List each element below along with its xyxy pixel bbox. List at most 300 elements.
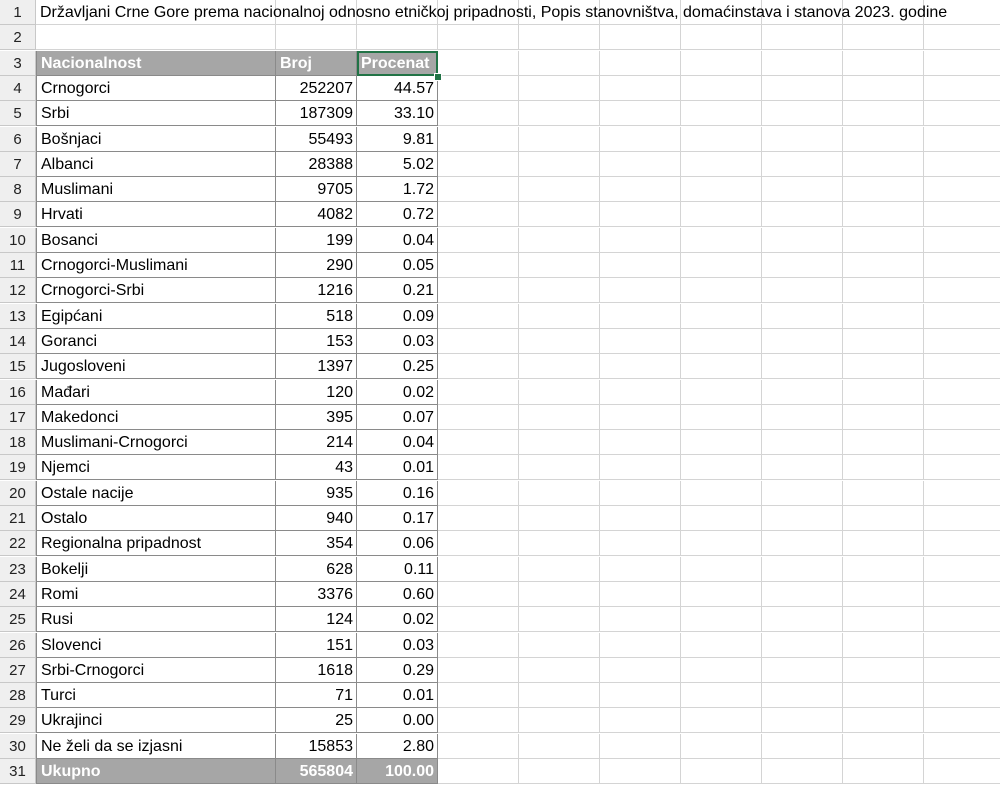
empty-cell[interactable] <box>600 152 681 177</box>
empty-cell[interactable] <box>681 253 762 278</box>
empty-cell[interactable] <box>519 127 600 152</box>
empty-cell[interactable] <box>600 354 681 379</box>
empty-cell[interactable] <box>843 633 924 658</box>
empty-cell[interactable] <box>843 759 924 784</box>
row-number[interactable]: 12 <box>0 278 36 303</box>
empty-cell[interactable] <box>600 51 681 76</box>
nationality-cell[interactable]: Ostalo <box>36 506 276 531</box>
empty-cell[interactable] <box>519 228 600 253</box>
fill-handle[interactable] <box>434 73 442 81</box>
percent-cell[interactable]: 0.03 <box>357 633 438 658</box>
percent-cell[interactable]: 0.60 <box>357 582 438 607</box>
percent-cell[interactable]: 33.10 <box>357 101 438 126</box>
empty-cell[interactable] <box>600 506 681 531</box>
empty-cell[interactable] <box>843 202 924 227</box>
empty-cell[interactable] <box>681 405 762 430</box>
row-number[interactable]: 27 <box>0 658 36 683</box>
empty-cell[interactable] <box>924 354 1000 379</box>
empty-cell[interactable] <box>762 278 843 303</box>
empty-cell[interactable] <box>519 354 600 379</box>
empty-cell[interactable] <box>681 557 762 582</box>
header-cell-broj[interactable]: Broj <box>276 51 357 76</box>
percent-cell[interactable]: 0.29 <box>357 658 438 683</box>
empty-cell[interactable] <box>924 25 1000 50</box>
empty-cell[interactable] <box>600 127 681 152</box>
empty-cell[interactable] <box>600 25 681 50</box>
empty-cell[interactable] <box>681 354 762 379</box>
row-number[interactable]: 2 <box>0 25 36 50</box>
nationality-cell[interactable]: Bošnjaci <box>36 127 276 152</box>
count-cell[interactable]: 354 <box>276 531 357 556</box>
nationality-cell[interactable]: Njemci <box>36 455 276 480</box>
empty-cell[interactable] <box>924 708 1000 733</box>
count-cell[interactable]: 290 <box>276 253 357 278</box>
empty-cell[interactable] <box>924 177 1000 202</box>
row-number[interactable]: 8 <box>0 177 36 202</box>
empty-cell[interactable] <box>924 683 1000 708</box>
empty-cell[interactable] <box>600 633 681 658</box>
empty-cell[interactable] <box>438 658 519 683</box>
empty-cell[interactable] <box>762 76 843 101</box>
empty-cell[interactable] <box>438 759 519 784</box>
empty-cell[interactable] <box>762 304 843 329</box>
empty-cell[interactable] <box>681 633 762 658</box>
total-count-cell[interactable]: 565804 <box>276 759 357 784</box>
empty-cell[interactable] <box>681 734 762 759</box>
empty-cell[interactable] <box>600 101 681 126</box>
percent-cell[interactable]: 0.07 <box>357 405 438 430</box>
count-cell[interactable]: 153 <box>276 329 357 354</box>
empty-cell[interactable] <box>843 683 924 708</box>
empty-cell[interactable] <box>843 177 924 202</box>
empty-cell[interactable] <box>843 25 924 50</box>
nationality-cell[interactable]: Crnogorci-Muslimani <box>36 253 276 278</box>
nationality-cell[interactable]: Ostale nacije <box>36 481 276 506</box>
nationality-cell[interactable]: Jugosloveni <box>36 354 276 379</box>
empty-cell[interactable] <box>600 734 681 759</box>
empty-cell[interactable] <box>438 380 519 405</box>
row-number[interactable]: 21 <box>0 506 36 531</box>
count-cell[interactable]: 1618 <box>276 658 357 683</box>
empty-cell[interactable] <box>762 658 843 683</box>
percent-cell[interactable]: 0.02 <box>357 607 438 632</box>
nationality-cell[interactable]: Regionalna pripadnost <box>36 531 276 556</box>
empty-cell[interactable] <box>762 734 843 759</box>
empty-cell[interactable] <box>924 228 1000 253</box>
empty-cell[interactable] <box>438 228 519 253</box>
row-number[interactable]: 31 <box>0 759 36 784</box>
row-number[interactable]: 16 <box>0 380 36 405</box>
empty-cell[interactable] <box>924 633 1000 658</box>
sheet-title-cell[interactable]: Državljani Crne Gore prema nacionalnoj odnosno etničkoj pripadnosti, Popis stanovništva, domaćinstava i stanova 2023. godine <box>40 4 948 21</box>
empty-cell[interactable] <box>519 177 600 202</box>
count-cell[interactable]: 55493 <box>276 127 357 152</box>
empty-cell[interactable] <box>762 405 843 430</box>
percent-cell[interactable]: 0.05 <box>357 253 438 278</box>
row-number[interactable]: 26 <box>0 633 36 658</box>
empty-cell[interactable] <box>438 278 519 303</box>
count-cell[interactable]: 214 <box>276 430 357 455</box>
empty-cell[interactable] <box>843 405 924 430</box>
empty-cell[interactable] <box>681 278 762 303</box>
empty-cell[interactable] <box>762 202 843 227</box>
empty-cell[interactable] <box>843 582 924 607</box>
empty-cell[interactable] <box>924 329 1000 354</box>
empty-cell[interactable] <box>36 25 276 50</box>
percent-cell[interactable]: 0.01 <box>357 683 438 708</box>
row-number[interactable]: 17 <box>0 405 36 430</box>
empty-cell[interactable] <box>519 683 600 708</box>
empty-cell[interactable] <box>843 228 924 253</box>
nationality-cell[interactable]: Srbi-Crnogorci <box>36 658 276 683</box>
empty-cell[interactable] <box>762 481 843 506</box>
percent-cell[interactable]: 0.04 <box>357 430 438 455</box>
percent-cell[interactable]: 2.80 <box>357 734 438 759</box>
empty-cell[interactable] <box>600 228 681 253</box>
empty-cell[interactable] <box>924 101 1000 126</box>
empty-cell[interactable] <box>600 253 681 278</box>
empty-cell[interactable] <box>438 607 519 632</box>
empty-cell[interactable] <box>519 759 600 784</box>
empty-cell[interactable] <box>357 25 438 50</box>
empty-cell[interactable] <box>762 430 843 455</box>
percent-cell[interactable]: 0.02 <box>357 380 438 405</box>
nationality-cell[interactable]: Hrvati <box>36 202 276 227</box>
empty-cell[interactable] <box>600 76 681 101</box>
empty-cell[interactable] <box>924 607 1000 632</box>
nationality-cell[interactable]: Srbi <box>36 101 276 126</box>
header-cell-nacionalnost[interactable]: Nacionalnost <box>36 51 276 76</box>
empty-cell[interactable] <box>438 202 519 227</box>
empty-cell[interactable] <box>843 253 924 278</box>
empty-cell[interactable] <box>843 380 924 405</box>
empty-cell[interactable] <box>843 455 924 480</box>
empty-cell[interactable] <box>519 506 600 531</box>
percent-cell[interactable]: 0.17 <box>357 506 438 531</box>
nationality-cell[interactable]: Muslimani <box>36 177 276 202</box>
count-cell[interactable]: 3376 <box>276 582 357 607</box>
empty-cell[interactable] <box>600 278 681 303</box>
empty-cell[interactable] <box>762 607 843 632</box>
empty-cell[interactable] <box>438 557 519 582</box>
percent-cell[interactable]: 0.00 <box>357 708 438 733</box>
empty-cell[interactable] <box>924 455 1000 480</box>
empty-cell[interactable] <box>681 683 762 708</box>
row-number[interactable]: 25 <box>0 607 36 632</box>
empty-cell[interactable] <box>681 76 762 101</box>
empty-cell[interactable] <box>600 380 681 405</box>
empty-cell[interactable] <box>519 278 600 303</box>
count-cell[interactable]: 518 <box>276 304 357 329</box>
empty-cell[interactable] <box>600 607 681 632</box>
nationality-cell[interactable]: Turci <box>36 683 276 708</box>
empty-cell[interactable] <box>681 506 762 531</box>
empty-cell[interactable] <box>519 607 600 632</box>
empty-cell[interactable] <box>843 481 924 506</box>
row-number[interactable]: 22 <box>0 531 36 556</box>
empty-cell[interactable] <box>600 329 681 354</box>
empty-cell[interactable] <box>438 405 519 430</box>
empty-cell[interactable] <box>843 329 924 354</box>
empty-cell[interactable] <box>519 76 600 101</box>
empty-cell[interactable] <box>438 304 519 329</box>
empty-cell[interactable] <box>843 152 924 177</box>
row-number[interactable]: 9 <box>0 202 36 227</box>
empty-cell[interactable] <box>438 253 519 278</box>
percent-cell[interactable]: 0.25 <box>357 354 438 379</box>
empty-cell[interactable] <box>438 101 519 126</box>
empty-cell[interactable] <box>924 76 1000 101</box>
percent-cell[interactable]: 0.09 <box>357 304 438 329</box>
empty-cell[interactable] <box>600 683 681 708</box>
empty-cell[interactable] <box>762 633 843 658</box>
nationality-cell[interactable]: Crnogorci-Srbi <box>36 278 276 303</box>
percent-cell[interactable]: 1.72 <box>357 177 438 202</box>
empty-cell[interactable] <box>519 380 600 405</box>
count-cell[interactable]: 187309 <box>276 101 357 126</box>
empty-cell[interactable] <box>843 127 924 152</box>
empty-cell[interactable] <box>438 481 519 506</box>
empty-cell[interactable] <box>681 607 762 632</box>
empty-cell[interactable] <box>924 557 1000 582</box>
percent-cell[interactable]: 0.16 <box>357 481 438 506</box>
row-number[interactable]: 4 <box>0 76 36 101</box>
empty-cell[interactable] <box>924 759 1000 784</box>
empty-cell[interactable] <box>681 380 762 405</box>
row-number[interactable]: 11 <box>0 253 36 278</box>
empty-cell[interactable] <box>843 278 924 303</box>
count-cell[interactable]: 1216 <box>276 278 357 303</box>
empty-cell[interactable] <box>681 531 762 556</box>
empty-cell[interactable] <box>762 708 843 733</box>
count-cell[interactable]: 71 <box>276 683 357 708</box>
empty-cell[interactable] <box>438 531 519 556</box>
nationality-cell[interactable]: Goranci <box>36 329 276 354</box>
empty-cell[interactable] <box>438 25 519 50</box>
empty-cell[interactable] <box>438 127 519 152</box>
empty-cell[interactable] <box>843 531 924 556</box>
empty-cell[interactable] <box>681 51 762 76</box>
percent-cell[interactable]: 0.06 <box>357 531 438 556</box>
empty-cell[interactable] <box>924 253 1000 278</box>
empty-cell[interactable] <box>519 481 600 506</box>
empty-cell[interactable] <box>843 658 924 683</box>
empty-cell[interactable] <box>600 481 681 506</box>
empty-cell[interactable] <box>438 354 519 379</box>
empty-cell[interactable] <box>762 380 843 405</box>
empty-cell[interactable] <box>438 152 519 177</box>
empty-cell[interactable] <box>924 734 1000 759</box>
empty-cell[interactable] <box>924 658 1000 683</box>
empty-cell[interactable] <box>519 405 600 430</box>
empty-cell[interactable] <box>843 506 924 531</box>
empty-cell[interactable] <box>438 177 519 202</box>
empty-cell[interactable] <box>438 329 519 354</box>
empty-cell[interactable] <box>762 329 843 354</box>
empty-cell[interactable] <box>600 177 681 202</box>
empty-cell[interactable] <box>762 582 843 607</box>
empty-cell[interactable] <box>843 430 924 455</box>
empty-cell[interactable] <box>924 51 1000 76</box>
empty-cell[interactable] <box>681 228 762 253</box>
empty-cell[interactable] <box>519 329 600 354</box>
empty-cell[interactable] <box>438 633 519 658</box>
empty-cell[interactable] <box>438 51 519 76</box>
nationality-cell[interactable]: Egipćani <box>36 304 276 329</box>
empty-cell[interactable] <box>924 405 1000 430</box>
empty-cell[interactable] <box>519 304 600 329</box>
count-cell[interactable]: 1397 <box>276 354 357 379</box>
empty-cell[interactable] <box>924 582 1000 607</box>
empty-cell[interactable] <box>762 759 843 784</box>
row-number[interactable]: 20 <box>0 481 36 506</box>
count-cell[interactable]: 43 <box>276 455 357 480</box>
empty-cell[interactable] <box>681 582 762 607</box>
empty-cell[interactable] <box>843 607 924 632</box>
empty-cell[interactable] <box>519 557 600 582</box>
empty-cell[interactable] <box>762 455 843 480</box>
row-number[interactable]: 23 <box>0 557 36 582</box>
empty-cell[interactable] <box>681 25 762 50</box>
count-cell[interactable]: 120 <box>276 380 357 405</box>
empty-cell[interactable] <box>843 101 924 126</box>
empty-cell[interactable] <box>924 506 1000 531</box>
empty-cell[interactable] <box>924 430 1000 455</box>
empty-cell[interactable] <box>843 76 924 101</box>
percent-cell[interactable]: 0.01 <box>357 455 438 480</box>
count-cell[interactable]: 935 <box>276 481 357 506</box>
empty-cell[interactable] <box>438 455 519 480</box>
count-cell[interactable]: 628 <box>276 557 357 582</box>
empty-cell[interactable] <box>600 202 681 227</box>
row-number[interactable]: 19 <box>0 455 36 480</box>
empty-cell[interactable] <box>438 582 519 607</box>
empty-cell[interactable] <box>600 582 681 607</box>
empty-cell[interactable] <box>762 177 843 202</box>
empty-cell[interactable] <box>438 76 519 101</box>
row-number[interactable]: 30 <box>0 734 36 759</box>
nationality-cell[interactable]: Muslimani-Crnogorci <box>36 430 276 455</box>
empty-cell[interactable] <box>438 734 519 759</box>
row-number[interactable]: 5 <box>0 101 36 126</box>
empty-cell[interactable] <box>762 354 843 379</box>
empty-cell[interactable] <box>519 455 600 480</box>
header-cell-procenat[interactable]: Procenat <box>357 51 438 76</box>
empty-cell[interactable] <box>600 531 681 556</box>
empty-cell[interactable] <box>924 202 1000 227</box>
nationality-cell[interactable]: Ne želi da se izjasni <box>36 734 276 759</box>
empty-cell[interactable] <box>762 531 843 556</box>
nationality-cell[interactable]: Makedonci <box>36 405 276 430</box>
row-number[interactable]: 29 <box>0 708 36 733</box>
empty-cell[interactable] <box>681 202 762 227</box>
count-cell[interactable]: 252207 <box>276 76 357 101</box>
empty-cell[interactable] <box>762 25 843 50</box>
nationality-cell[interactable]: Bokelji <box>36 557 276 582</box>
empty-cell[interactable] <box>600 708 681 733</box>
nationality-cell[interactable]: Rusi <box>36 607 276 632</box>
count-cell[interactable]: 940 <box>276 506 357 531</box>
row-number[interactable]: 24 <box>0 582 36 607</box>
count-cell[interactable]: 151 <box>276 633 357 658</box>
empty-cell[interactable] <box>600 430 681 455</box>
empty-cell[interactable] <box>519 734 600 759</box>
empty-cell[interactable] <box>519 152 600 177</box>
empty-cell[interactable] <box>519 430 600 455</box>
count-cell[interactable]: 395 <box>276 405 357 430</box>
empty-cell[interactable] <box>519 51 600 76</box>
empty-cell[interactable] <box>681 101 762 126</box>
total-label-cell[interactable]: Ukupno <box>36 759 276 784</box>
empty-cell[interactable] <box>519 101 600 126</box>
empty-cell[interactable] <box>843 51 924 76</box>
empty-cell[interactable] <box>924 127 1000 152</box>
empty-cell[interactable] <box>762 127 843 152</box>
empty-cell[interactable] <box>519 633 600 658</box>
empty-cell[interactable] <box>843 304 924 329</box>
empty-cell[interactable] <box>681 430 762 455</box>
row-number[interactable]: 7 <box>0 152 36 177</box>
empty-cell[interactable] <box>681 127 762 152</box>
total-percent-cell[interactable]: 100.00 <box>357 759 438 784</box>
empty-cell[interactable] <box>843 734 924 759</box>
row-number[interactable]: 3 <box>0 51 36 76</box>
empty-cell[interactable] <box>843 557 924 582</box>
empty-cell[interactable] <box>519 253 600 278</box>
empty-cell[interactable] <box>762 101 843 126</box>
empty-cell[interactable] <box>600 658 681 683</box>
row-number[interactable]: 6 <box>0 127 36 152</box>
count-cell[interactable]: 15853 <box>276 734 357 759</box>
percent-cell[interactable]: 0.72 <box>357 202 438 227</box>
empty-cell[interactable] <box>681 455 762 480</box>
empty-cell[interactable] <box>519 25 600 50</box>
empty-cell[interactable] <box>681 329 762 354</box>
percent-cell[interactable]: 5.02 <box>357 152 438 177</box>
nationality-cell[interactable]: Ukrajinci <box>36 708 276 733</box>
empty-cell[interactable] <box>438 683 519 708</box>
empty-cell[interactable] <box>924 278 1000 303</box>
empty-cell[interactable] <box>681 759 762 784</box>
empty-cell[interactable] <box>519 582 600 607</box>
empty-cell[interactable] <box>762 228 843 253</box>
empty-cell[interactable] <box>438 506 519 531</box>
percent-cell[interactable]: 0.04 <box>357 228 438 253</box>
empty-cell[interactable] <box>681 152 762 177</box>
empty-cell[interactable] <box>600 759 681 784</box>
empty-cell[interactable] <box>438 708 519 733</box>
empty-cell[interactable] <box>519 531 600 556</box>
empty-cell[interactable] <box>843 708 924 733</box>
row-number[interactable]: 28 <box>0 683 36 708</box>
empty-cell[interactable] <box>438 430 519 455</box>
row-number[interactable]: 15 <box>0 354 36 379</box>
row-number[interactable]: 13 <box>0 304 36 329</box>
percent-cell[interactable]: 44.57 <box>357 76 438 101</box>
count-cell[interactable]: 124 <box>276 607 357 632</box>
row-number[interactable]: 18 <box>0 430 36 455</box>
count-cell[interactable]: 25 <box>276 708 357 733</box>
percent-cell[interactable]: 0.11 <box>357 557 438 582</box>
empty-cell[interactable] <box>924 380 1000 405</box>
row-number[interactable]: 10 <box>0 228 36 253</box>
empty-cell[interactable] <box>600 455 681 480</box>
nationality-cell[interactable]: Romi <box>36 582 276 607</box>
count-cell[interactable]: 9705 <box>276 177 357 202</box>
nationality-cell[interactable]: Bosanci <box>36 228 276 253</box>
empty-cell[interactable] <box>681 708 762 733</box>
empty-cell[interactable] <box>519 202 600 227</box>
